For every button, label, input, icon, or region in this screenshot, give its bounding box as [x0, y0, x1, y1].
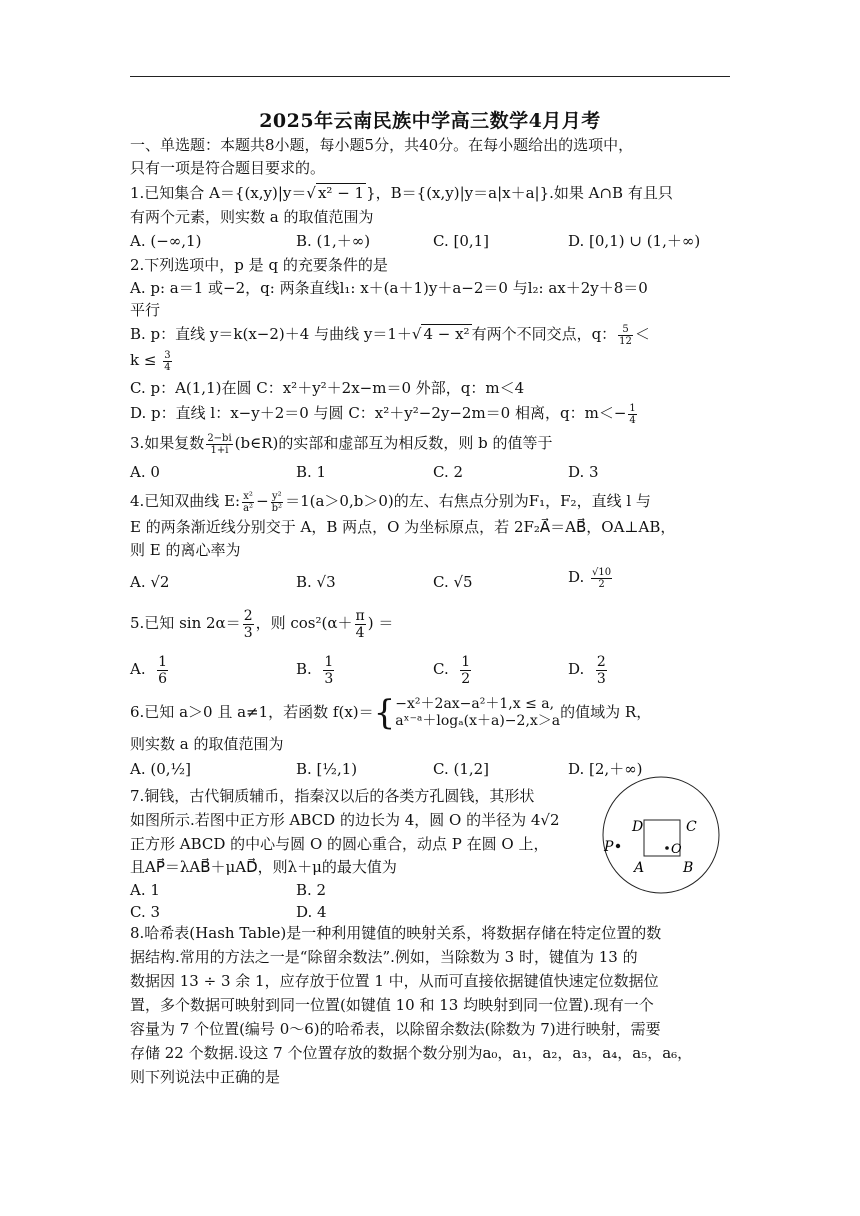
question-1-line-1 — [130, 182, 673, 204]
denominator: 4 — [629, 414, 636, 426]
q2b-fraction-2 — [163, 350, 171, 373]
numerator: 1 — [324, 653, 334, 670]
label-b: B — [683, 860, 694, 876]
q2-option-b-line-1 — [130, 323, 650, 347]
q4-fraction-y — [271, 491, 283, 514]
numerator: 2 — [596, 653, 606, 670]
q6-option-a: A. (0,½] — [130, 760, 191, 778]
q7-option-a: A. 1 — [130, 881, 160, 899]
question-2-stem: 2.下列选项中，p 是 q 的充要条件的是 — [130, 256, 388, 274]
circle-o — [603, 777, 719, 893]
numerator: 2 — [243, 607, 253, 624]
q2d-fraction — [628, 403, 636, 426]
denominator: 4 — [164, 361, 171, 373]
q3-fraction — [206, 433, 232, 456]
q2b-line2-text: k ≤ — [130, 351, 162, 369]
q4-text-a: 4.已知双曲线 E: — [130, 492, 241, 510]
q4-fraction-x — [242, 491, 254, 514]
q2-option-c: C. p：A(1,1)在圆 C：x²＋y²＋2x−m＝0 外部，q：m＜4 — [130, 379, 525, 397]
q6-text-b: 的值域为 R， — [560, 703, 652, 721]
q3-option-d: D. 3 — [568, 463, 599, 481]
center-point — [665, 846, 669, 850]
q2b-text-a: B. p：直线 y＝k(x−2)＋4 与曲线 y＝1＋ — [130, 325, 412, 343]
denominator: a² — [243, 502, 254, 514]
q3-option-a: A. 0 — [130, 463, 160, 481]
q1-sqrt-arg: x² − 1 — [317, 184, 365, 202]
numerator: y² — [272, 490, 282, 502]
q5-paren-close: ) ＝ — [367, 614, 394, 632]
exam-title: 2025年云南民族中学高三数学4月月考 — [259, 110, 601, 132]
piecewise-cases — [395, 696, 560, 730]
denominator: 2 — [598, 578, 605, 590]
question-3-stem — [130, 432, 553, 456]
q4-text-b: ＝1(a＞0,b＞0)的左、右焦点分别为F₁，F₂，直线 l 与 — [285, 492, 651, 510]
section-header: 一、单选题：本题共8小题，每小题5分，共40分。在每小题给出的选项中， — [130, 136, 634, 154]
q1-text-c: }，B＝{(x,y)|y＝a|x＋a|}.如果 A∩B 有且只 — [366, 184, 673, 202]
q3-option-b: B. 1 — [296, 463, 327, 481]
point-p — [616, 844, 620, 848]
q5-pi-fraction — [355, 608, 366, 641]
q3-text-b: (b∈R)的实部和虚部互为相反数，则 b 的值等于 — [234, 434, 553, 452]
denominator: 6 — [158, 670, 168, 687]
option-fraction — [596, 654, 607, 687]
question-7-line-2: 如图所示.若图中正方形 ABCD 的边长为 4，圆 O 的半径为 4√2 — [130, 811, 560, 829]
numerator: 1 — [629, 402, 636, 414]
q5-text-b: ，则 cos² — [255, 614, 322, 632]
q4-option-a: A. √2 — [130, 573, 170, 591]
label-c: C — [686, 819, 697, 835]
q6-text-a: 6.已知 a＞0 且 a≠1，若函数 f(x)＝ — [130, 703, 374, 721]
q4-option-c: C. √5 — [433, 573, 473, 591]
label-o: O — [671, 842, 682, 857]
minus-sign: − — [256, 492, 269, 510]
q1-option-d: D. [0,1) ∪ (1,＋∞) — [568, 232, 701, 250]
coin-figure — [600, 774, 722, 896]
piece-1: −x²＋2ax−a²＋1,x ≤ a, — [395, 696, 555, 712]
q5-paren-open: (α＋ — [321, 614, 353, 632]
option-label: D. — [568, 568, 585, 586]
question-6-line-2: 则实数 a 的取值范围为 — [130, 735, 284, 753]
q2b-text-d: ＜ — [634, 325, 650, 343]
q3-text-a: 3.如果复数 — [130, 434, 205, 452]
q1-option-b: B. (1,＋∞) — [296, 232, 371, 250]
q2d-text: D. p：直线 l：x−y＋2＝0 与圆 C：x²＋y²−2y−2m＝0 相离，q：m＜− — [130, 404, 627, 422]
question-8-line-7: 则下列说法中正确的是 — [130, 1068, 281, 1086]
q6-option-d: D. [2,＋∞) — [568, 760, 643, 778]
question-8-line-2: 据结构.常用的方法之一是“除留余数法”.例如，当除数为 3 时，键值为 13 的 — [130, 948, 638, 966]
sqrt-symbol: √ — [306, 184, 316, 202]
q7-option-b: B. 2 — [296, 881, 327, 899]
numerator: 5 — [618, 324, 633, 336]
numerator: √10 — [592, 566, 612, 578]
option-label: B. — [296, 660, 312, 678]
piecewise-brace: { — [373, 693, 396, 733]
q2-option-d — [130, 402, 639, 426]
q2b-fraction — [618, 324, 633, 347]
q5-option-a — [130, 652, 170, 687]
label-p: P — [604, 839, 614, 855]
q3-option-c: C. 2 — [433, 463, 464, 481]
sqrt-symbol: √ — [411, 325, 422, 343]
question-8-line-6: 存储 22 个数据.设这 7 个位置存放的数据个数分别为a₀，a₁，a₂，a₃，a₄，a₅，a₆， — [130, 1044, 693, 1062]
q4-option-b: B. √3 — [296, 573, 336, 591]
q2-option-a-line-2: 平行 — [130, 301, 161, 319]
header-rule — [130, 76, 730, 77]
q5-fraction — [243, 608, 254, 641]
question-7-line-1: 7.铜钱，古代铜质辅币，指秦汉以后的各类方孔圆钱，其形状 — [130, 787, 535, 805]
q5-option-b — [296, 652, 336, 687]
question-7-line-3: 正方形 ABCD 的中心与圆 O 的圆心重合，动点 P 在圆 O 上， — [130, 835, 549, 853]
option-label: D. — [568, 660, 585, 678]
question-1-line-2: 有两个元素，则实数 a 的取值范围为 — [130, 208, 374, 226]
denominator: 3 — [596, 670, 606, 687]
question-4-line-3: 则 E 的离心率为 — [130, 541, 241, 559]
question-6-stem — [130, 693, 652, 733]
q7-option-d: D. 4 — [296, 903, 327, 921]
option-fraction — [323, 654, 334, 687]
q7-option-c: C. 3 — [130, 903, 161, 921]
numerator: 1 — [158, 653, 168, 670]
denominator: 2 — [461, 670, 471, 687]
q2-option-b-line-2 — [130, 349, 174, 373]
numerator: π — [355, 607, 365, 624]
question-8-line-4: 置，多个数据可映射到同一位置(如键值 10 和 13 均映射到同一位置).现有一个 — [130, 996, 654, 1014]
numerator: 2−bi — [207, 432, 232, 444]
q6-option-b: B. [½,1) — [296, 760, 358, 778]
q5-option-c — [433, 652, 473, 687]
question-8-line-1: 8.哈希表(Hash Table)是一种利用键值的映射关系，将数据存储在特定位置的数 — [130, 924, 662, 942]
numerator: 3 — [164, 349, 171, 361]
q2-option-a-line-1: A. p: a＝1 或−2，q: 两条直线l₁: x＋(a＋1)y＋a−2＝0 与l₂: ax＋2y＋8＝0 — [130, 279, 648, 297]
option-fraction — [157, 654, 168, 687]
question-5-stem — [130, 606, 393, 641]
option-label: C. — [433, 660, 449, 678]
q1-option-a: A. (−∞,1) — [130, 232, 202, 250]
q2b-sqrt-arg: 4 − x² — [423, 325, 470, 343]
denominator: b² — [271, 502, 283, 514]
denominator: 4 — [355, 624, 365, 641]
denominator: 12 — [619, 335, 632, 347]
label-a: A — [634, 860, 645, 876]
question-4-line-1 — [130, 490, 651, 514]
piece-2: aˣ⁻ᵃ＋logₐ(x＋a)−2,x＞a — [395, 713, 561, 729]
denominator: 3 — [324, 670, 334, 687]
question-8-line-3: 数据因 13 ÷ 3 余 1，应存放于位置 1 中，从而可直接依据键值快速定位数据位 — [130, 972, 659, 990]
q4-option-d — [568, 566, 614, 590]
denominator: 3 — [243, 624, 253, 641]
q6-option-c: C. (1,2] — [433, 760, 490, 778]
question-7-line-4: 且AP⃗＝λAB⃗＋μAD⃗，则λ＋μ的最大值为 — [130, 858, 397, 876]
option-fraction — [460, 654, 471, 687]
q5-option-d — [568, 652, 609, 687]
label-d: D — [632, 819, 644, 835]
denominator: 1+i — [210, 444, 229, 456]
section-header-cont: 只有一项是符合题目要求的。 — [130, 159, 326, 177]
q1-text-a: 1.已知集合 A＝{(x,y)|y＝ — [130, 184, 307, 202]
question-4-line-2: E 的两条渐近线分别交于 A，B 两点，O 为坐标原点，若 2F₂A⃗＝AB⃗，OA⊥AB， — [130, 518, 676, 536]
question-8-line-5: 容量为 7 个位置(编号 0～6)的哈希表，以除留余数法(除数为 7)进行映射，需要 — [130, 1020, 661, 1038]
q4-option-d-fraction — [591, 567, 612, 590]
numerator: x² — [243, 490, 253, 502]
q5-text-a: 5.已知 sin 2α＝ — [130, 614, 241, 632]
q1-option-c: C. [0,1] — [433, 232, 490, 250]
option-label: A. — [130, 660, 146, 678]
q2b-text-c: 有两个不同交点，q： — [471, 325, 617, 343]
numerator: 1 — [461, 653, 471, 670]
